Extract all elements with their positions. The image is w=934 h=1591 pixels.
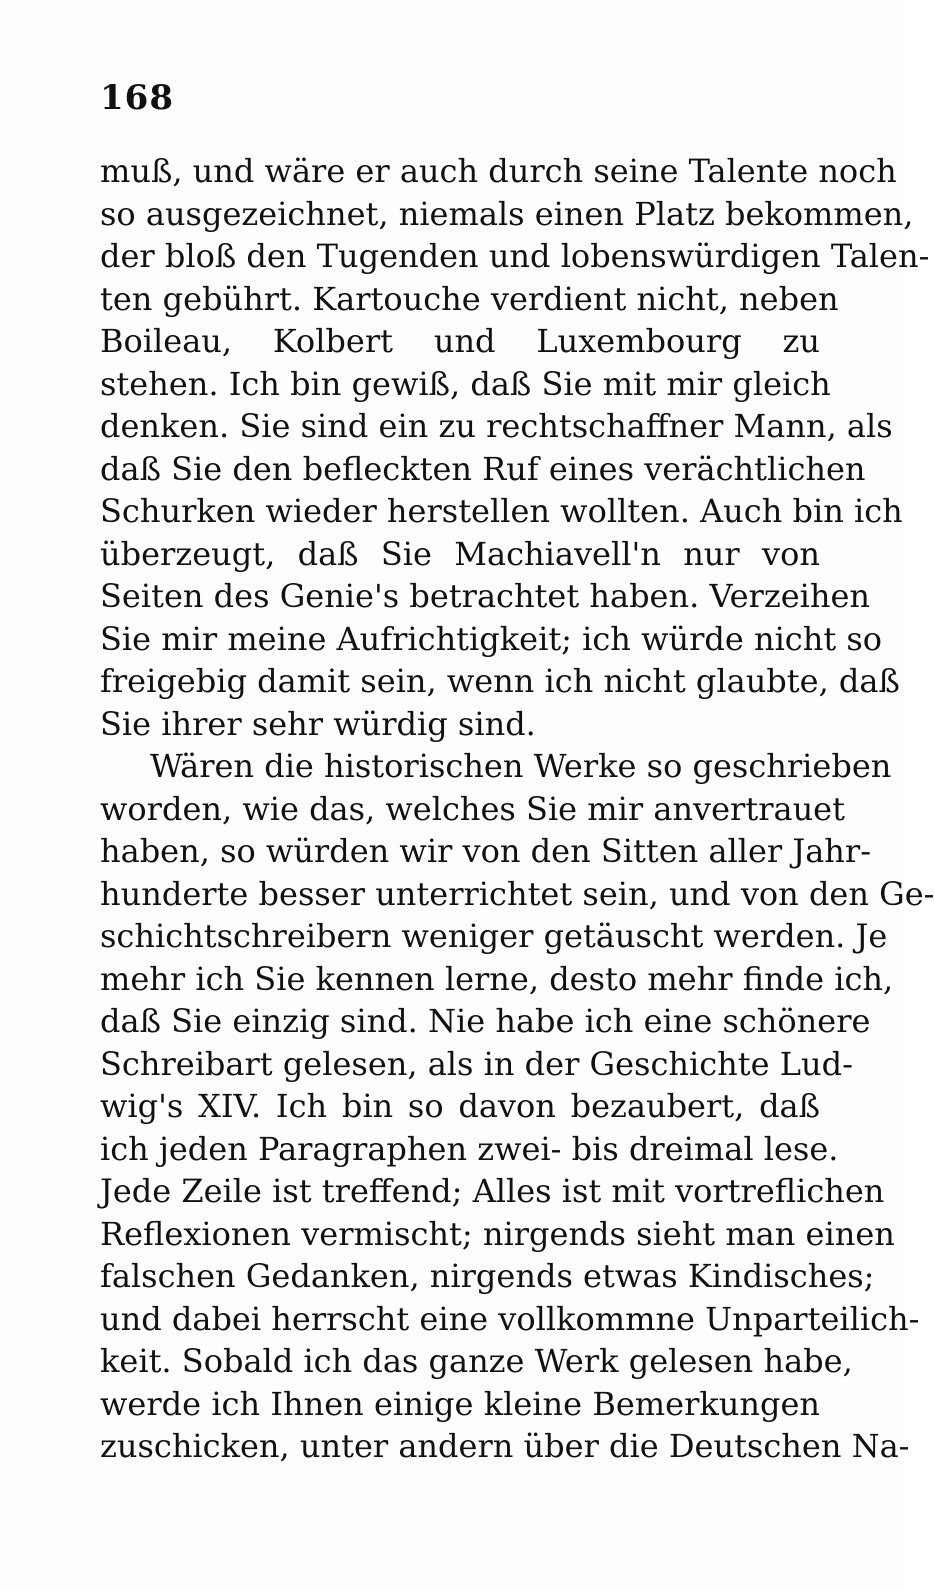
text-line-paragraph-start: Wären die historischen Werke so geschrieben bbox=[150, 747, 892, 785]
text-line: zuschicken, unter andern über die Deutschen Na- bbox=[100, 1427, 910, 1465]
text-line: Jede Zeile ist treffend; Alles ist mit vortreflichen bbox=[100, 1172, 885, 1210]
text-line: Reflexionen vermischt; nirgends sieht man einen bbox=[100, 1214, 895, 1253]
text-line-paragraph-end: Sie ihrer sehr würdig sind. bbox=[100, 704, 536, 743]
text-line: Sie mir meine Aufrichtigkeit; ich würde nicht so bbox=[100, 619, 883, 658]
text-line: ten gebührt. Kartouche verdient nicht, neben bbox=[100, 279, 839, 318]
text-line: der bloß den Tugenden und lobenswürdigen Talen- bbox=[100, 237, 930, 275]
text-line: Schreibart gelesen, als in der Geschichte Lud- bbox=[100, 1044, 853, 1083]
text-line: Boileau, Kolbert und Luxembourg zu bbox=[100, 322, 820, 360]
text-line: daß Sie einzig sind. Nie habe ich eine schönere bbox=[100, 1002, 871, 1040]
text-line: hunderte besser unterrichtet sein, und von den Ge- bbox=[100, 874, 934, 913]
text-line: daß Sie den befleckten Ruf eines verächtlichen bbox=[100, 449, 866, 488]
page-number: 168 bbox=[100, 78, 174, 118]
text-line: keit. Sobald ich das ganze Werk gelesen habe, bbox=[100, 1342, 853, 1380]
text-line: so ausgezeichnet, niemals einen Platz bekommen, bbox=[100, 194, 914, 233]
text-line: ich jeden Paragraphen zwei- bis dreimal lese. bbox=[100, 1129, 839, 1168]
text-line: wig's XIV. Ich bin so davon bezaubert, daß bbox=[100, 1087, 820, 1125]
text-line: stehen. Ich bin gewiß, daß Sie mit mir gleich bbox=[100, 364, 831, 403]
body-text bbox=[100, 150, 934, 1468]
text-line: überzeugt, daß Sie Machiavell'n nur von bbox=[100, 534, 820, 573]
text-line: freigebig damit sein, wenn ich nicht glaubte, daß bbox=[100, 662, 900, 700]
text-line: werde ich Ihnen einige kleine Bemerkungen bbox=[100, 1384, 820, 1423]
text-line: falschen Gedanken, nirgends etwas Kindisches; bbox=[100, 1257, 875, 1295]
text-line: schichtschreibern weniger getäuscht werden. Je bbox=[100, 917, 888, 955]
text-line: muß, und wäre er auch durch seine Talente noch bbox=[100, 152, 897, 190]
text-line: und dabei herrscht eine vollkommne Unparteilich- bbox=[100, 1299, 920, 1338]
text-line: mehr ich Sie kennen lerne, desto mehr finde ich, bbox=[100, 959, 894, 998]
text-line: Schurken wieder herstellen wollten. Auch bin ich bbox=[100, 492, 903, 530]
text-line: denken. Sie sind ein zu rechtschaffner Mann, als bbox=[100, 407, 893, 445]
text-line: haben, so würden wir von den Sitten aller Jahr- bbox=[100, 832, 872, 870]
text-line: Seiten des Genie's betrachtet haben. Verzeihen bbox=[100, 577, 871, 615]
text-line: worden, wie das, welches Sie mir anvertrauet bbox=[100, 789, 845, 828]
